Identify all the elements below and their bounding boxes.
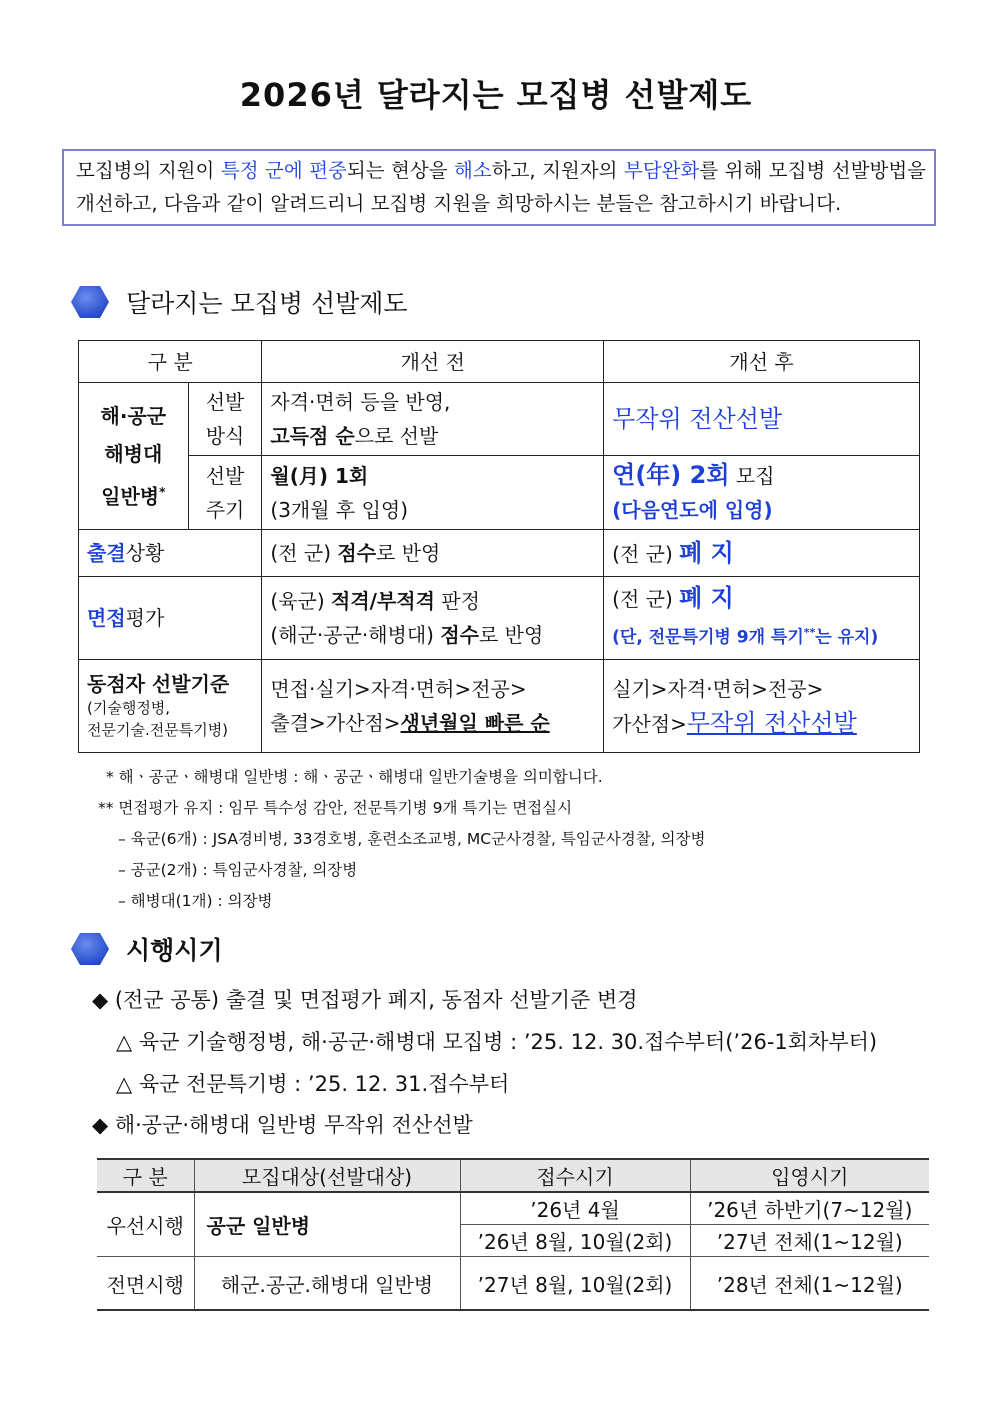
table-row	[79, 383, 920, 456]
cell-text: 로 반영	[376, 541, 441, 565]
cell-text: (전 군)	[270, 541, 338, 565]
sub-label	[188, 456, 262, 530]
table-row	[79, 456, 920, 530]
table-row	[97, 1192, 929, 1225]
after-cell	[604, 577, 920, 660]
before-cell	[262, 530, 604, 577]
group-label-line: 해·공군	[100, 403, 167, 428]
cell-text	[270, 419, 595, 453]
sub-label-line: 선발	[205, 390, 245, 414]
emphasis: 무작위 전산선발	[686, 708, 857, 737]
group-label-line: 해병대	[104, 441, 163, 466]
row-label-highlight: 출결	[87, 541, 126, 565]
row-label: 우선시행	[97, 1192, 194, 1257]
enter-cell: ’28년 전체(1~12월)	[690, 1257, 929, 1311]
emphasis: 적격/부적격	[331, 589, 435, 613]
footnote-item: – 해병대(1개) : 의장병	[118, 892, 273, 910]
row-label: 전면시행	[97, 1257, 194, 1311]
comparison-table	[78, 340, 920, 753]
row-label	[79, 530, 262, 577]
footnote-item: – 육군(6개) : JSA경비병, 33경호병, 훈련소조교병, MC군사경찰, 특임군사경찰, 의장병	[118, 830, 706, 848]
cell-text: 판정	[434, 589, 480, 613]
sub-label-line: 주기	[205, 497, 245, 522]
column-header: 개선 전	[262, 341, 604, 383]
after-cell	[604, 660, 920, 753]
emphasis: 고득점 순	[270, 424, 355, 448]
column-header: 접수시기	[460, 1159, 690, 1192]
row-label-text: 동점자 선발기준	[87, 672, 230, 696]
table-header-row	[97, 1159, 929, 1192]
emphasis: 점수	[337, 541, 377, 565]
row-label-highlight: 면접	[87, 606, 126, 630]
footnotes	[98, 762, 705, 917]
table-row	[79, 530, 920, 577]
cell-text: (전 군)	[612, 541, 680, 566]
cell-text: 자격·면허 등을 반영,	[270, 390, 451, 414]
emphasis: 폐 지	[679, 538, 734, 567]
schedule-table	[97, 1158, 929, 1311]
before-cell	[262, 456, 604, 530]
intro-highlight: 특정 군에 편중	[220, 159, 347, 182]
sub-label-line: 선발	[205, 463, 245, 488]
cell-text: (육군)	[270, 589, 332, 613]
recv-cell: ’26년 4월	[460, 1192, 690, 1225]
sub-bullet-item: △ 육군 전문특기병 : ’25. 12. 31.접수부터	[116, 1072, 510, 1096]
group-label	[79, 383, 189, 530]
bullet-item: ◆ 해·공군·해병대 일반병 무작위 전산선발	[92, 1113, 473, 1137]
section-heading	[70, 284, 408, 320]
column-header: 모집대상(선발대상)	[194, 1159, 460, 1192]
before-cell	[262, 577, 604, 660]
enter-cell: ’27년 전체(1~12월)	[690, 1225, 929, 1257]
emphasis: 생년월일 빠른 순	[400, 711, 550, 735]
sub-bullet-item: △ 육군 기술행정병, 해·공군·해병대 모집병 : ’25. 12. 30.접수부터(’26-1회차부터)	[116, 1030, 878, 1054]
footnote: ** 면접평가 유지 : 임무 특수성 감안, 전문특기병 9개 특기는 면접실시	[98, 799, 573, 817]
intro-highlight: 부담완화	[623, 159, 700, 182]
intro-box	[62, 149, 936, 226]
enter-cell: ’26년 하반기(7~12월)	[690, 1192, 929, 1225]
emphasis: 는 유지)	[815, 627, 879, 648]
intro-highlight: 해소	[454, 159, 492, 182]
page-title: 2026년 달라지는 모집병 선발제도	[239, 76, 753, 114]
column-header: 구 분	[79, 341, 262, 383]
cell-text: 가산점>	[612, 711, 687, 736]
emphasis: 폐 지	[679, 584, 734, 613]
cell-text: (3개월 후 입영)	[270, 497, 409, 522]
recv-cell: ’27년 8월, 10월(2회)	[460, 1257, 690, 1311]
before-cell	[262, 383, 604, 456]
row-label-note: (기술행정병,	[87, 699, 171, 717]
emphasis: 연(年) 2회	[612, 461, 730, 489]
footnote: * 해ㆍ공군ㆍ해병대 일반병 : 해ㆍ공군ㆍ해병대 일반기술병을 의미합니다.	[106, 768, 603, 786]
footnote-mark: **	[803, 626, 816, 640]
emphasis: (단, 전문특기병 9개 특기	[612, 627, 804, 648]
emphasis: 점수	[440, 623, 479, 647]
intro-text: 되는 현상을	[346, 159, 455, 182]
column-header: 입영시기	[690, 1159, 929, 1192]
cell-text: (전 군)	[612, 587, 680, 612]
group-label-line	[87, 473, 180, 516]
target-cell: 공군 일반병	[194, 1192, 460, 1257]
cell-text: (해군·공군·해병대)	[270, 623, 441, 647]
after-cell	[604, 530, 920, 577]
row-label-text: 평가	[125, 606, 165, 630]
target-cell: 해군.공군.해병대 일반병	[194, 1257, 460, 1311]
table-header-row	[79, 341, 920, 383]
cell-text: 로 반영	[478, 623, 544, 647]
row-label-text: 상황	[125, 541, 165, 565]
row-label	[79, 577, 262, 660]
table-row	[97, 1257, 929, 1311]
cell-text: 면접·실기>자격·면허>전공>	[270, 677, 527, 701]
table-row	[79, 577, 920, 660]
hexagon-bullet-icon	[70, 285, 110, 319]
intro-text: 를 위해 모집병 선발방법을 개선하고, 다음과 같이 알려드리니 모집병 지원을 희망하시는 분들은 참고하시기 바랍니다.	[76, 159, 926, 215]
row-label-note: 전문기술.전문특기병)	[87, 721, 229, 739]
hexagon-bullet-icon	[70, 932, 110, 966]
section-title: 시행시기	[126, 936, 223, 965]
intro-text: 모집병의 지원이	[76, 159, 221, 182]
bullet-item: ◆ (전군 공통) 출결 및 면접평가 폐지, 동점자 선발기준 변경	[92, 988, 638, 1012]
table-row	[79, 660, 920, 753]
section-title: 달라지는 모집병 선발제도	[126, 289, 408, 318]
after-cell	[604, 456, 920, 530]
before-cell	[262, 660, 604, 753]
cell-text: 으로 선발	[354, 424, 439, 448]
section-heading	[70, 931, 223, 967]
cell-text: 출결>가산점>	[270, 711, 401, 735]
sub-label-line: 방식	[205, 424, 245, 448]
emphasis: 월(月) 1회	[270, 463, 369, 488]
recv-cell: ’26년 8월, 10월(2회)	[460, 1225, 690, 1257]
sub-label	[188, 383, 262, 456]
emphasis: (다음연도에 입영)	[612, 498, 773, 522]
cell-text: 모집	[729, 464, 775, 488]
after-cell: 무작위 전산선발	[604, 383, 920, 456]
cell-text: 실기>자격·면허>전공>	[612, 676, 824, 701]
footnote-mark: *	[159, 484, 166, 499]
footnote-item: – 공군(2개) : 특임군사경찰, 의장병	[118, 861, 358, 879]
group-label-text: 일반병	[101, 484, 160, 509]
column-header: 개선 후	[604, 341, 920, 383]
column-header: 구 분	[97, 1159, 194, 1192]
row-label	[79, 660, 262, 753]
intro-text: 하고, 지원자의	[491, 159, 624, 182]
